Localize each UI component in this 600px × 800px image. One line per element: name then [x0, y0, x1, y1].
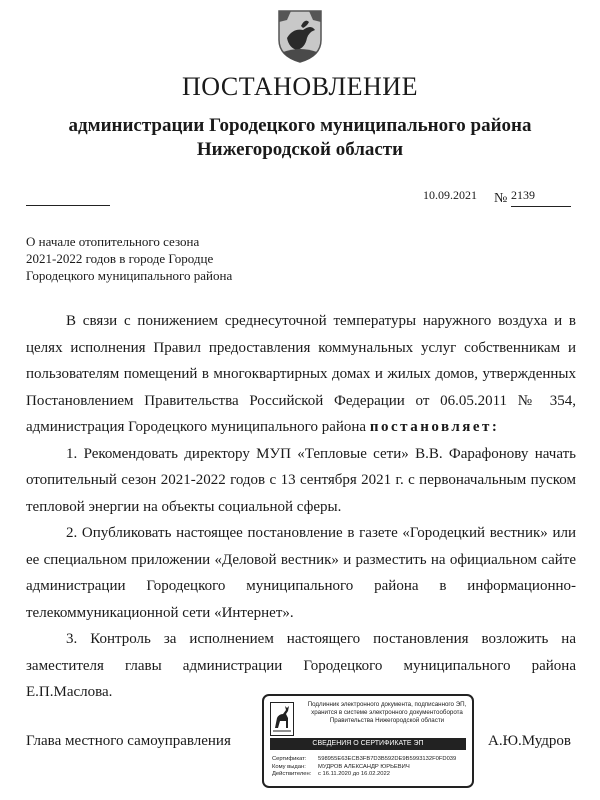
certificate-row [272, 756, 468, 764]
validity-label: Действителен: [272, 771, 312, 778]
stamp-intro-line-1: Подлинник электронного документа, подписанного ЭП, [307, 701, 467, 708]
topic-line-2: 2021-2022 годов в городе Городце [26, 251, 214, 266]
electronic-signature-stamp [262, 694, 474, 788]
date-underline [26, 205, 110, 206]
topic-line-3: Городецкого муниципального района [26, 268, 233, 283]
certificate-value: 598955E63ECB3FB7D3B592DE9B5993132F0FD039 [318, 756, 457, 762]
stamp-intro-line-3: Правительства Нижегородской области [329, 717, 445, 724]
decree-word: постановляет: [369, 419, 500, 435]
document-date: 10.09.2021 [423, 188, 477, 202]
signer-name: А.Ю.Мудров [488, 733, 571, 749]
preamble-paragraph [26, 308, 576, 441]
item-2-paragraph: 2. Опубликовать настоящее постановление в газете «Городецкий вестник» или ее специальном приложении «Деловой вестник» и разместить на официальном сайте администрации Городецкого муниципального района в информационно-телекоммуникационной сети «Интернет». [26, 525, 576, 621]
owner-label: Кому выдан: [272, 763, 306, 770]
stamp-intro-line-2: хранится в системе электронного документооборота [311, 709, 463, 716]
validity-row [272, 771, 468, 779]
issuing-authority [0, 114, 600, 162]
certificate-details [272, 756, 468, 779]
number-underline [511, 206, 571, 207]
topic-line-1: О начале отопительного сезона [26, 234, 200, 249]
authority-line-1: администрации Городецкого муниципального района [68, 115, 532, 136]
preamble-text: В связи с понижением среднесуточной температуры наружного воздуха и в целях исполнения Правил предоставления коммунальных услуг собственникам и пользователям помещений в многоквартирных домах и жилых домов, утвержденных Постановлением Правительства Российской Федерации от 06.05.2011 № 354, администрация Городецкого муниципального района [26, 313, 576, 435]
document-body [26, 308, 576, 706]
coat-of-arms-icon [275, 8, 325, 64]
item-1-paragraph: 1. Рекомендовать директору МУП «Тепловые сети» В.В. Фарафонову начать отопительный сезон 2021-2022 годов с 13 сентября 2021 г. с первоначальным пуском тепловой энергии на объекты социальной сферы. [26, 445, 576, 515]
document-topic [26, 233, 286, 284]
certificate-label: Сертификат: [272, 756, 307, 762]
document-number: 2139 [511, 188, 535, 202]
validity-value: с 16.11.2020 до 16.02.2022 [318, 771, 390, 778]
signer-position: Глава местного самоуправления [26, 733, 231, 749]
stamp-intro [304, 701, 470, 725]
document-title: ПОСТАНОВЛЕНИЕ [182, 72, 418, 101]
number-sign: № [494, 191, 508, 206]
item-3-paragraph: 3. Контроль за исполнением настоящего постановления возложить на заместителя главы администрации Городецкого муниципального района Е.П.Маслова. [26, 631, 576, 700]
owner-value: МУДРОВ АЛЕКСАНДР ЮРЬЕВИЧ [318, 763, 410, 770]
stamp-header: СВЕДЕНИЯ О СЕРТИФИКАТЕ ЭП [270, 738, 466, 750]
authority-line-2: Нижегородской области [196, 139, 404, 160]
deer-emblem-icon [270, 702, 294, 736]
